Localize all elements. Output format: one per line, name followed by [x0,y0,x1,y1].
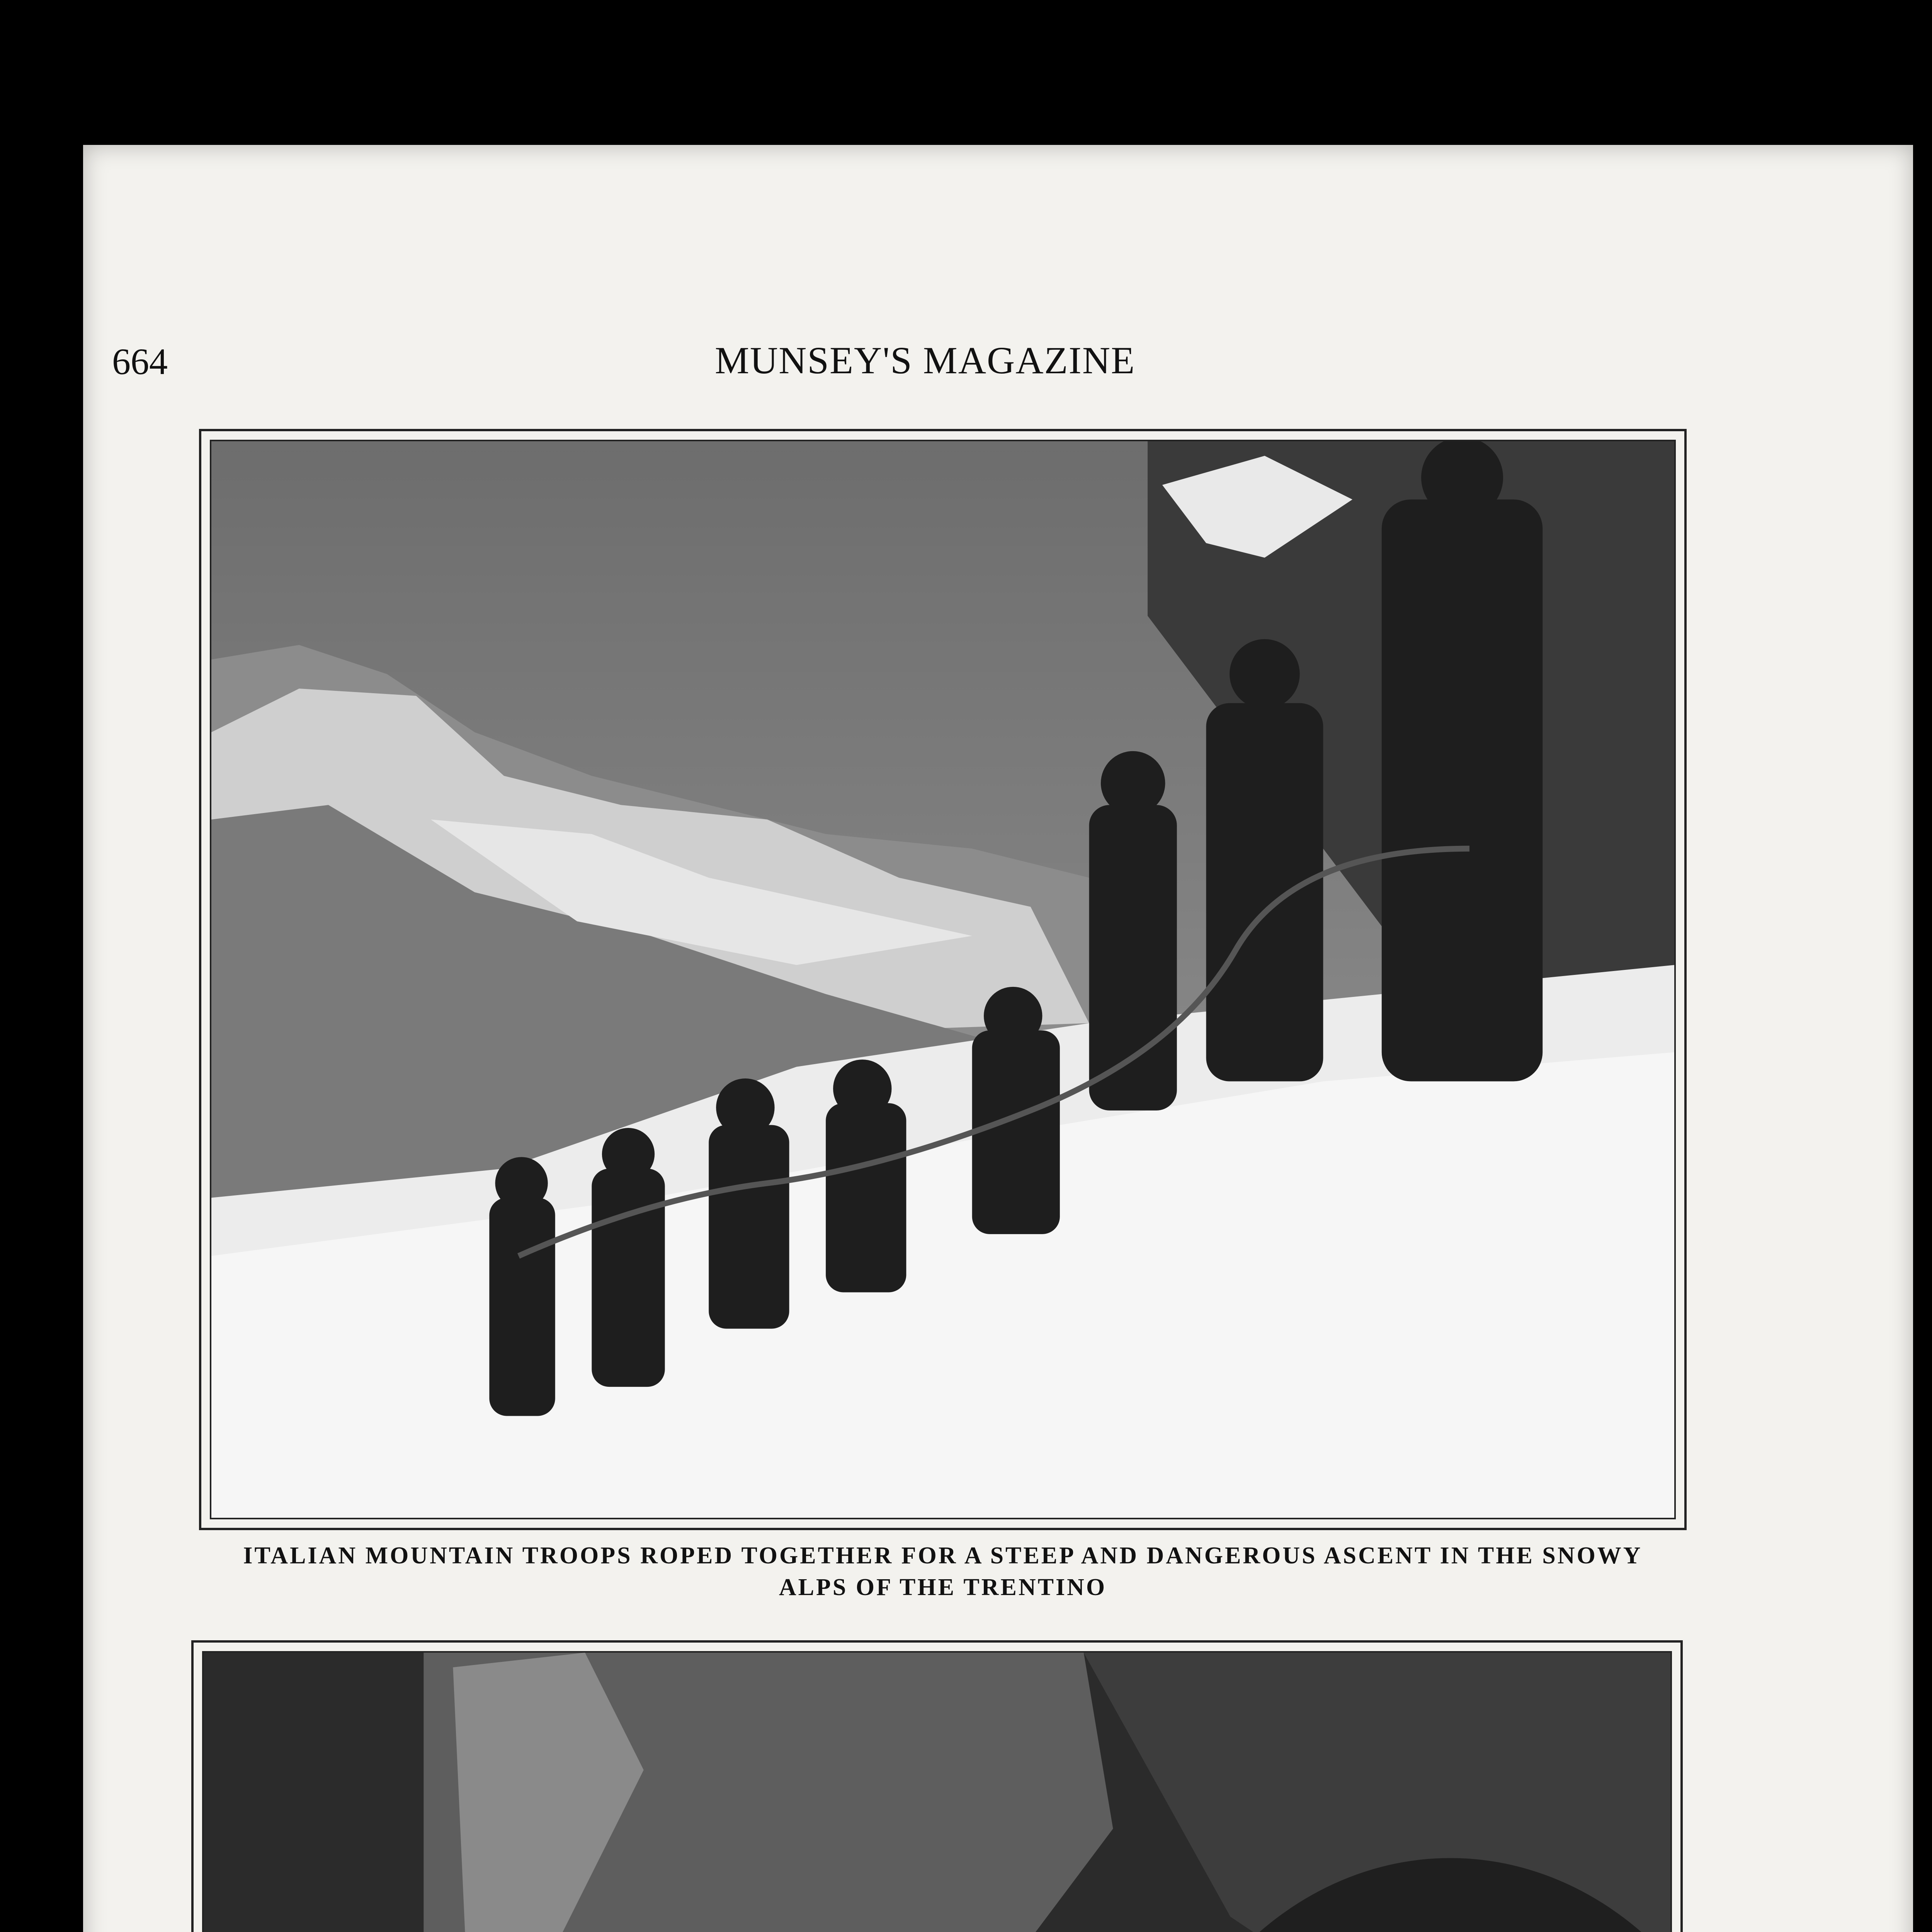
photo-heavy-gun [191,1640,1683,1932]
photo-mountain-troops [199,429,1687,1530]
caption-top [193,1540,1692,1603]
heavy-gun-illustration [204,1653,1670,1932]
caption-top-line2: ALPS OF THE TRENTINO [779,1574,1107,1600]
page-number: 664 [112,341,168,382]
mountain-troops-illustration [211,441,1674,1518]
caption-top-line1: ITALIAN MOUNTAIN TROOPS ROPED TOGETHER FOR A STEEP AND DANGEROUS ASCENT IN THE SNOWY [243,1543,1643,1569]
running-head: MUNSEY'S MAGAZINE [715,339,1136,382]
